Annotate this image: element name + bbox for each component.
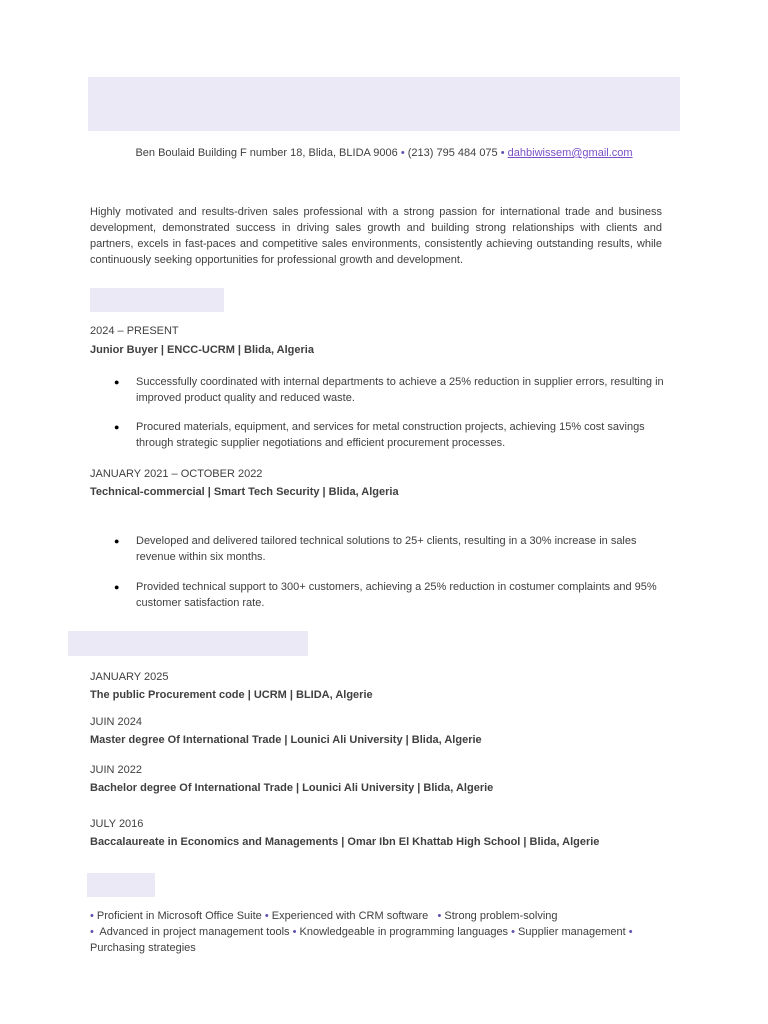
bullet-icon: ● [114,582,120,592]
bullet-text: Successfully coordinated with internal departments to achieve a 25% reduction in supplier errors, resulting in improved product quality and reduced waste. [136,376,664,404]
phone-text: (213) 795 484 075 [407,147,498,159]
separator-dot: • [500,147,505,159]
experience-title: Junior Buyer | ENCC-UCRM | Blida, Algeria [90,344,314,356]
education-title: The public Procurement code | UCRM | BLIDA, Algerie [90,689,373,701]
list-item [114,579,674,611]
education-title: Bachelor degree Of International Trade | Lounici Ali University | Blida, Algerie [90,782,494,794]
list-item [114,419,674,451]
experience-heading-band [90,288,224,312]
summary-paragraph: Highly motivated and results-driven sales professional with a strong passion for international trade and business development, demonstrated success in driving sales growth and building strong relationships with clients and partners, excels in fast-paces and competitive sales environments, consistently achieving outstanding results, while continuously seeking opportunities for professional growth and development. [90,206,662,266]
bullet-text: Procured materials, equipment, and services for metal construction projects, achieving 15% cost savings through strategic supplier negotiations and efficient procurement processes. [136,421,645,449]
name-banner [88,77,680,131]
skill-bullet: • [628,926,633,938]
education-date: JULY 2016 [90,818,144,830]
skill-item: Proficient in Microsoft Office Suite [96,910,262,922]
education-date: JANUARY 2025 [90,671,169,683]
skill-item: Advanced in project management tools [99,926,290,938]
education-date: JUIN 2022 [90,764,142,776]
experience-title: Technical-commercial | Smart Tech Security | Blida, Algeria [90,486,399,498]
education-title: Master degree Of International Trade | Lounici Ali University | Blida, Algerie [90,734,482,746]
education-title: Baccalaureate in Economics and Managements | Omar Ibn El Khattab High School | Blida, Algerie [90,836,600,848]
contact-line [0,147,768,159]
education-date: JUIN 2024 [90,716,142,728]
skill-item: Strong problem-solving [444,910,558,922]
bullet-icon: ● [114,536,120,546]
bullet-icon: ● [114,422,120,432]
experience-date: 2024 – PRESENT [90,325,179,337]
list-item [114,533,674,565]
skill-bullet: • [90,910,94,922]
skill-item: Supplier management [518,926,626,938]
education-heading-band [68,631,308,656]
list-item [114,374,674,406]
experience-date: JANUARY 2021 – OCTOBER 2022 [90,468,263,480]
bullet-icon: ● [114,377,120,387]
separator-dot: • [400,147,405,159]
skill-bullet: • [292,926,297,938]
email-link[interactable]: dahbiwissem@gmail.com [507,147,633,159]
address-text: Ben Boulaid Building F number 18, Blida, BLIDA 9006 [135,147,398,159]
bullet-text: Developed and delivered tailored technical solutions to 25+ clients, resulting in a 30% increase in sales revenue within six months. [136,535,637,563]
skills-list [90,908,650,956]
skill-item: Knowledgeable in programming languages [299,926,509,938]
skill-item: Experienced with CRM software [271,910,429,922]
bullet-text: Provided technical support to 300+ customers, achieving a 25% reduction in costumer complaints and 95% customer satisfaction rate. [136,581,657,609]
skills-heading-band [87,873,155,897]
skill-bullet: • [264,910,269,922]
skill-bullet: • [437,910,442,922]
skill-bullet: • [511,926,515,938]
skill-bullet: • [90,926,94,938]
skill-item: Purchasing strategies [90,942,196,954]
